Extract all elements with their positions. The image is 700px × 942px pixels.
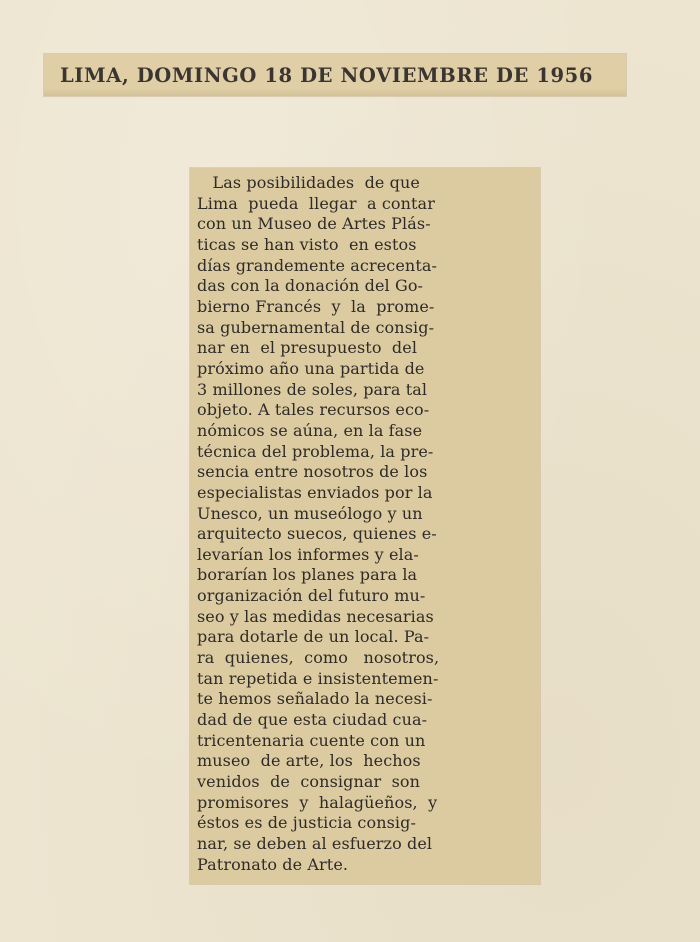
- article-line: dad de que esta ciudad cua-: [197, 710, 428, 730]
- article-line: 3 millones de soles, para tal: [197, 379, 428, 399]
- article-line: tan repetida e insistentemen-: [197, 668, 439, 688]
- article-line: objeto. A tales recursos eco-: [197, 400, 430, 420]
- newspaper-header-clipping: [44, 54, 626, 96]
- article-line: sencia entre nosotros de los: [197, 462, 428, 482]
- article-line: días grandemente acrecenta-: [197, 255, 437, 275]
- article-clipping: [190, 168, 540, 884]
- article-line: tricentenaria cuente con un: [197, 730, 426, 750]
- article-line: organización del futuro mu-: [197, 586, 426, 606]
- article-line: borarían los planes para la: [197, 565, 418, 585]
- article-line: Unesco, un museólogo y un: [197, 503, 423, 523]
- article-line: arquitecto suecos, quienes e-: [197, 524, 437, 544]
- article-line: técnica del problema, la pre-: [197, 441, 434, 461]
- article-line: sa gubernamental de consig-: [197, 317, 435, 337]
- article-line: éstos es de justicia consig-: [197, 813, 417, 833]
- article-line: levarían los informes y ela-: [197, 544, 419, 564]
- article-line: museo de arte, los hechos: [197, 751, 421, 771]
- article-body: [197, 173, 533, 875]
- article-line: ticas se han visto en estos: [197, 234, 417, 254]
- article-line: venidos de consignar son: [197, 772, 421, 792]
- dateline: LIMA, DOMINGO 18 DE NOVIEMBRE DE 1956: [60, 63, 594, 87]
- article-line: nómicos se aúna, en la fase: [197, 420, 423, 440]
- article-line: seo y las medidas necesarias: [197, 606, 434, 626]
- article-line: para dotarle de un local. Pa-: [197, 627, 430, 647]
- article-line: Patronato de Arte.: [197, 854, 349, 874]
- article-line: ra quienes, como nosotros,: [197, 648, 440, 668]
- article-line: nar, se deben al esfuerzo del: [197, 834, 433, 853]
- article-line: te hemos señalado la necesi-: [197, 689, 433, 709]
- article-line: próximo año una partida de: [197, 358, 425, 378]
- article-line: bierno Francés y la prome-: [197, 296, 435, 316]
- article-line: promisores y halagüeños, y: [197, 792, 438, 812]
- article-line: Lima pueda llegar a contar: [197, 193, 435, 213]
- article-line: das con la donación del Go-: [197, 276, 424, 296]
- article-line: especialistas enviados por la: [197, 482, 433, 502]
- article-line: con un Museo de Artes Plás-: [197, 214, 431, 234]
- article-line: nar en el presupuesto del: [197, 338, 418, 358]
- article-line: Las posibilidades de que: [197, 173, 421, 192]
